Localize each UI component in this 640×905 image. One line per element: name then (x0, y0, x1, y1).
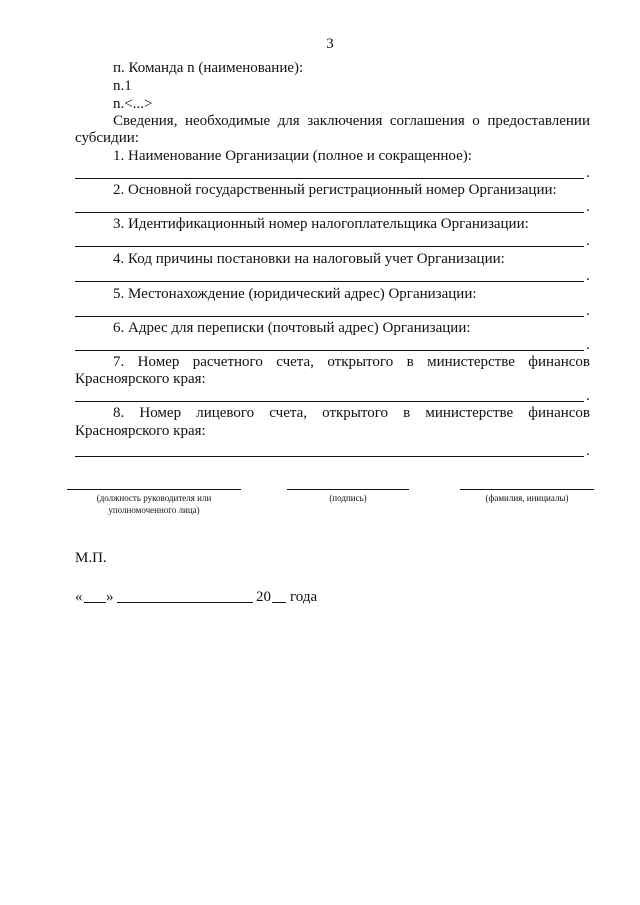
field-4-end: . (586, 268, 590, 284)
field-7-end: . (586, 388, 590, 404)
field-8-line (75, 456, 584, 457)
date-year-prefix: 20 (256, 589, 271, 605)
date-close-quote: » (106, 589, 114, 605)
signature-sign-line (287, 489, 409, 490)
field-2-label: 2. Основной государственный регистрационный номер Организации: (113, 182, 557, 198)
signature-position-caption-2: уполномоченного лица) (108, 505, 200, 515)
field-4-label: 4. Код причины постановки на налоговый учет Организации: (113, 251, 505, 267)
field-1-line (75, 178, 584, 179)
field-3-label: 3. Идентификационный номер налогоплательщика Организации: (113, 216, 529, 232)
field-1-end: . (586, 165, 590, 181)
field-1-label: 1. Наименование Организации (полное и сокращенное): (113, 148, 472, 164)
field-7-label-line-1: 7. Номер расчетного счета, открытого в министерстве финансов (113, 354, 590, 370)
field-5-label: 5. Местонахождение (юридический адрес) Организации: (113, 286, 477, 302)
field-2-line (75, 212, 584, 213)
date-day-line (84, 602, 106, 603)
team-item-1: n.1 (113, 78, 132, 94)
signature-name-caption: (фамилия, инициалы) (485, 493, 569, 503)
team-item-n: n.<...> (113, 96, 153, 112)
field-6-line (75, 350, 584, 351)
field-6-label: 6. Адрес для переписки (почтовый адрес) Организации: (113, 320, 471, 336)
field-6-end: . (586, 337, 590, 353)
signature-name-line (460, 489, 594, 490)
team-heading: п. Команда n (наименование): (113, 60, 304, 76)
field-5-line (75, 316, 584, 317)
field-8-label-line-1: 8. Номер лицевого счета, открытого в министерстве финансов (113, 405, 590, 421)
signature-sign-caption: (подпись) (329, 493, 367, 503)
signature-position-line (67, 489, 241, 490)
field-7-label-line-2: Красноярского края: (75, 371, 206, 387)
field-8-end: . (586, 443, 590, 459)
page-number: 3 (326, 36, 334, 52)
field-5-end: . (586, 303, 590, 319)
field-7-line (75, 401, 584, 402)
field-3-line (75, 246, 584, 247)
intro-line-2: субсидии: (75, 130, 139, 146)
field-3-end: . (586, 233, 590, 249)
date-month-line (117, 602, 253, 603)
date-year-suffix: года (290, 589, 318, 605)
field-8-label-line-2: Красноярского края: (75, 423, 206, 439)
signature-position-caption-1: (должность руководителя или (96, 493, 212, 503)
stamp-mark: М.П. (75, 550, 107, 566)
intro-line-1: Сведения, необходимые для заключения соглашения о предоставлении (113, 113, 590, 129)
field-2-end: . (586, 199, 590, 215)
date-year-line (272, 602, 286, 603)
field-4-line (75, 281, 584, 282)
date-open-quote: « (75, 589, 83, 605)
